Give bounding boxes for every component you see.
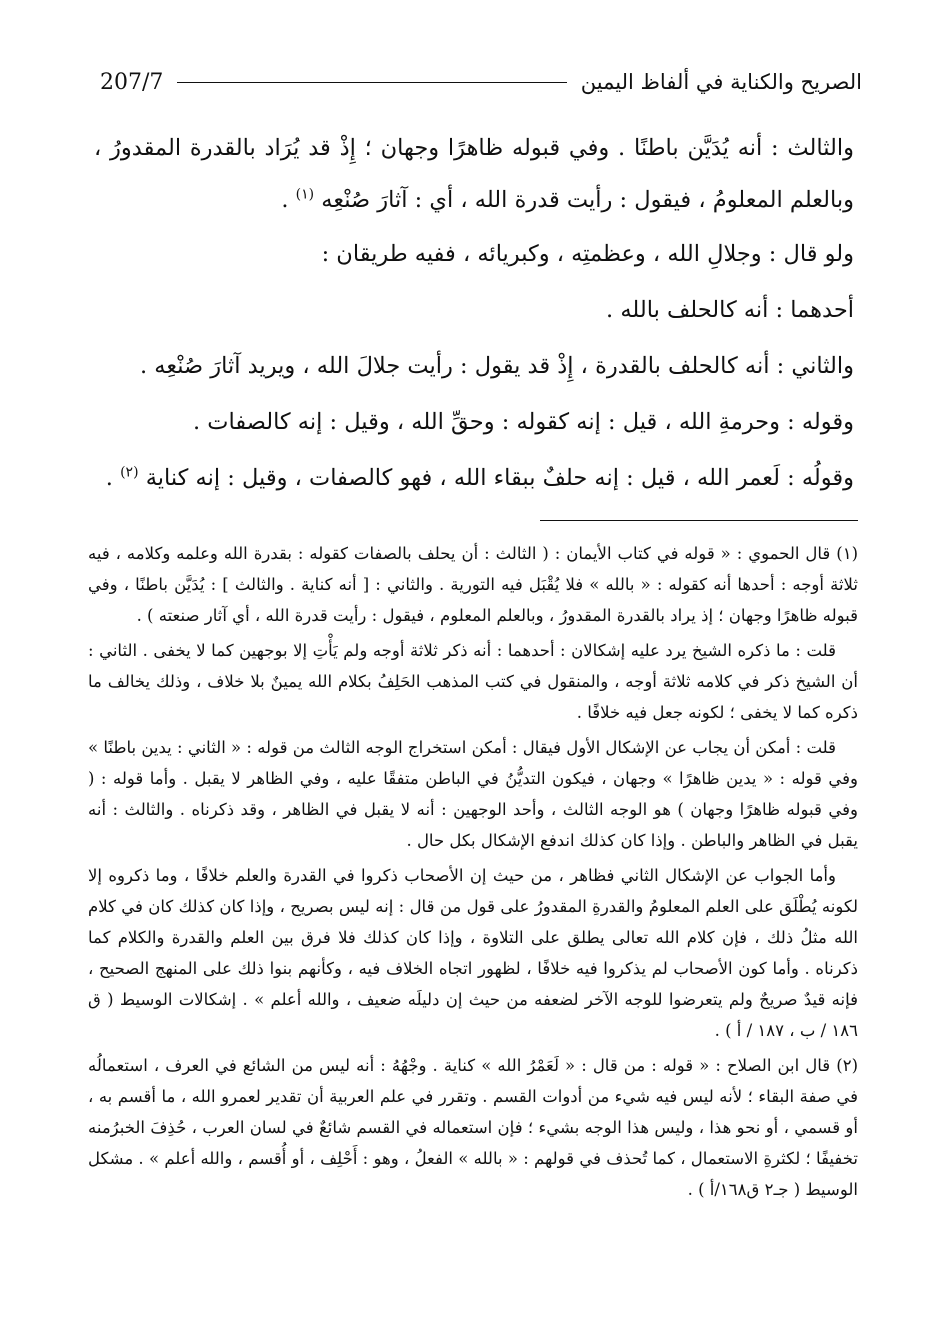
footnote-ref: (٢): [120, 464, 139, 481]
footnote-paragraph: قلت : ما ذكره الشيخ يرد عليه إشكالان : أحدهما : أنه ذكر ثلاثة أوجه ولم يَأْتِ إلا بوجهين كما لا يخفى . الثاني : أن الشيخ ذكر في كلامه ثلاثة أوجه ، والمنقول في كتب المذهب الحَلِفُ بكلام الله يمينٌ بلا خلاف ، وذلك يخالف ما ذكره كما لا يخفى ؛ لكونه جعل فيه خلافًا .: [88, 641, 858, 722]
page-header: [100, 62, 862, 102]
running-title: الصريح والكناية في ألفاظ اليمين: [580, 70, 862, 94]
footnote-paragraph: (٢) قال ابن الصلاح : « قوله : من قال : « لَعَمْرُ الله » كناية . وجْهُهُ : أنه ليس من الشائع في العرف ، استعمالُه في صفة البقاء ؛ لأنه ليس فيه شيء من أدوات القسم . وتقرر في علم العربية أن تقدير لعمرو الله ، ما أقسم به ، أو قسمي ، أو نحو هذا ، وليس هذا الوجه بشيء ؛ فإن استعماله في القسم شائعٌ في لسان العرب ، حُذِفَ الخبرُمنه تخفيفًا ؛ لكثرةِ الاستعمال ، كما تُحذف في قولهم : « بالله » الفعلُ ، وهو : أَحْلِف ، أو أُقسم ، والله أعلم » . مشكل الوسيط ( جـ٢ ق١٦٨/أ ) .: [88, 1056, 858, 1199]
main-paragraph: والثاني : أنه كالحلف بالقدرة ، إِذْ قد يقول : رأيت جلالَ الله ، ويريد آثارَ صُنْعِه .: [139, 353, 854, 379]
main-paragraph: وقوله : وحرمةِ الله ، قيل : إنه كقوله : وحقِّ الله ، وقيل : إنه كالصفات .: [192, 409, 854, 435]
footnotes: [88, 538, 858, 1209]
footnote-ref: (١): [295, 186, 315, 203]
footnote-paragraph: (١) قال الحموي : « قوله في كتاب الأيمان : ( الثالث : أن يحلف بالصفات كقوله : بقدرة الله وعلمه وكلامه ، فيه ثلاثة أوجه : أحدها أنه كقوله : « بالله » فلا يُقْبَل فيه التورية . والثاني : [ أنه كناية . والثالث ] : يُدَيَّن باطنًا ، وفي قبوله ظاهرًا وجهان ؛ إذ يراد بالقدرة المقدورُ ، وبالعلم المعلوم ، فيقول : رأيت قدرة الله ، أي آثار صنعته ) .: [88, 544, 858, 625]
header-rule: [177, 82, 566, 83]
footnote-separator: [540, 520, 858, 521]
main-paragraph: أحدهما : أنه كالحلف بالله .: [606, 297, 854, 323]
main-text: [94, 122, 854, 506]
main-paragraph: وقولُه : لَعمر الله ، قيل : إنه حلفٌ ببقاء الله ، فهو كالصفات ، وقيل : إنه كناية $^{(٢)}$ .: [105, 464, 854, 491]
footnote-paragraph: وأما الجواب عن الإشكال الثاني فظاهر ، من حيث إن الأصحاب ذكروا في القدرة والعلم خلافًا ، وما ذكروه إلا لكونه يُطْلَق على العلم المعلومُ والقدرةِ المقدورُ على قول من قال : إنه ليس بصريح ، وإذا كان كذلك كان في كلام الله مثلُ ذلك ، فإن كلام الله تعالى يطلق على التلاوة ، وإذا كان كذلك فلا فرق بين العلم والقدرة والكلام كما ذكرناه . وأما كون الأصحاب لم يذكروا فيه خلافًا ، لظهور اتجاه الخلاف فيه ، وكأنهم بنوا ذلك على المنهج الصحيح ، فإنه قيدٌ صريحٌ ولم يتعرضوا للوجه الآخر لضعفه من حيث إن دليلَه ضعيف ، والله أعلم » . إشكالات الوسيط ( ق ١٨٦ / ب ، ١٨٧ / أ ) .: [88, 866, 858, 1040]
main-paragraph: ولو قال : وجلالِ الله ، وعظمتِه ، وكبريائه ، ففيه طريقان :: [321, 241, 854, 267]
main-paragraph: والثالث : أنه يُدَيَّن باطنًا . وفي قبوله ظاهرًا وجهان ؛ إِذْ قد يُرَاد بالقدرة المقدورُ ، وبالعلم المعلومُ ، فيقول : رأيت قدرة الله ، أي : آثارَ صُنْعِه $^{(١)}$ .: [94, 135, 854, 213]
footnote-paragraph: قلت : أمكن أن يجاب عن الإشكال الأول فيقال : أمكن استخراج الوجه الثالث من قوله : « الثاني : يدين باطنًا » وفي قوله : « يدين ظاهرًا » وجهان ، فيكون التديُّنُ في الباطن متفقًا عليه ، وفي الظاهر لا يقبل . وأما قوله : ( وفي قبوله ظاهرًا وجهان ) هو الوجه الثالث ، وأحد الوجهين : أنه لا يقبل في الظاهر ، وقد ذكرناه . والثالث : أنه يقبل في الظاهر والباطن . وإذا كان كذلك اندفع الإشكال بكل حال .: [88, 738, 858, 850]
page-number: 207/7: [100, 69, 164, 95]
